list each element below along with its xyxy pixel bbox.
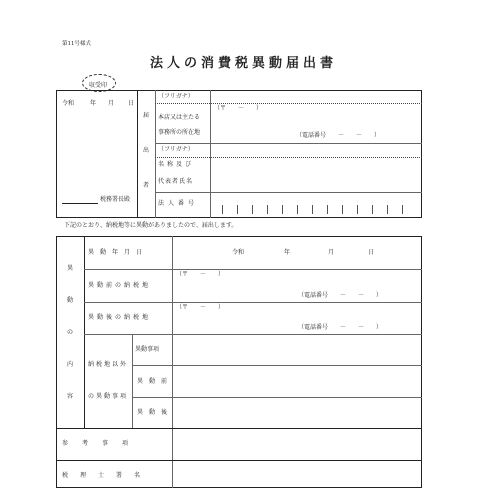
changes-side-label-5: 容 (67, 393, 74, 400)
before-phone-label[interactable]: （電話番号 － － ） (298, 292, 383, 299)
divider (155, 90, 156, 218)
applicant-side-label-2: 出 (143, 147, 150, 154)
divider (84, 302, 422, 303)
other-sub-item-1: 異動事項 (135, 346, 160, 353)
address-postal-prefix[interactable]: （〒 － ） (214, 105, 263, 112)
address-label-line2: 事務所の所在地 (158, 129, 201, 136)
divider (210, 90, 211, 218)
furigana-label-2: （フリガナ） (158, 146, 194, 153)
change-date-label: 異動年月日 (88, 249, 149, 256)
change-date-year: 年 (284, 249, 291, 256)
name-label-line2: 代表者氏名 (158, 178, 194, 185)
after-postal-prefix[interactable]: （〒 － ） (176, 304, 225, 311)
reference-label: 参考事項 (62, 440, 143, 447)
reception-stamp-label: 収受印 (89, 82, 108, 89)
before-tax-place-label: 異動前の納税地 (88, 282, 152, 289)
corporate-number-label: 法人番号 (158, 200, 199, 207)
change-date-era: 令和 (232, 249, 245, 256)
changes-side-label-3: の (67, 329, 74, 336)
submission-date-month: 月 (108, 100, 115, 107)
tax-office-line (62, 203, 98, 204)
divider (84, 236, 85, 428)
divider (155, 103, 422, 104)
statement-text: 下記のとおり、納税地等に異動がありましたので、届出します。 (64, 222, 238, 229)
divider (132, 397, 422, 398)
after-phone-label[interactable]: （電話番号 － － ） (298, 324, 383, 331)
tax-accountant-label: 税理士署名 (62, 472, 153, 479)
other-sub-item-3: 異動後 (137, 409, 174, 416)
divider (132, 365, 422, 366)
address-phone-label[interactable]: （電話番号 － － ） (296, 132, 381, 139)
tax-office-suffix[interactable]: 税務署長殿 (100, 196, 131, 203)
divider (155, 192, 422, 193)
submission-date-year: 年 (90, 100, 97, 107)
applicant-side-label-1: 届 (143, 112, 150, 119)
changes-side-label-1: 異 (67, 265, 74, 272)
submission-date-day: 日 (128, 100, 135, 107)
divider (155, 157, 422, 158)
changes-side-label-2: 動 (67, 297, 74, 304)
divider (172, 236, 173, 488)
after-tax-place-label: 異動後の納税地 (88, 314, 152, 321)
divider (155, 143, 422, 144)
divider (84, 269, 422, 270)
changes-side-label-4: 内 (67, 361, 74, 368)
divider (137, 90, 138, 218)
address-label-line1: 本店又は主たる (158, 114, 201, 121)
submission-date-era: 令和 (62, 100, 75, 107)
name-label-line1: 名称及び (158, 161, 195, 168)
divider (84, 334, 422, 335)
other-changes-label-line2: の異動事項 (88, 393, 129, 400)
divider (56, 460, 422, 461)
change-date-day: 日 (368, 249, 375, 256)
divider (56, 428, 422, 429)
divider (132, 334, 133, 428)
page-title: 法人の消費税異動届出書 (150, 56, 338, 71)
applicant-side-label-3: 者 (143, 182, 150, 189)
furigana-label: （フリガナ） (158, 93, 194, 100)
form-number: 第11号様式 (62, 41, 91, 47)
other-changes-label-line1: 納税地以外 (88, 361, 129, 368)
other-sub-item-2: 異動前 (137, 378, 174, 385)
corporate-number-boxes[interactable] (222, 205, 418, 214)
change-date-month: 月 (328, 249, 335, 256)
before-postal-prefix[interactable]: （〒 － ） (176, 271, 225, 278)
